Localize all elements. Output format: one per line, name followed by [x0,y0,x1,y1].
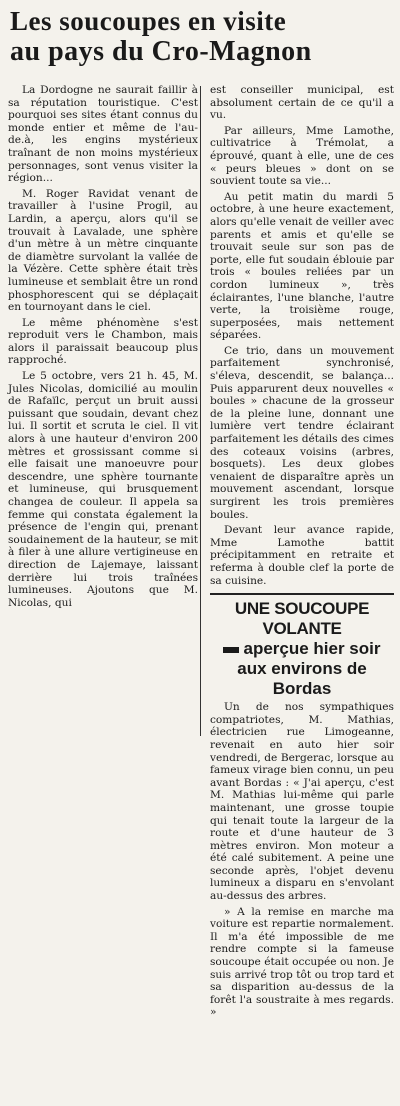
dash-rule [223,647,239,653]
paragraph: est conseiller municipal, est absolument certain de ce qu'il a vu. [210,84,394,122]
subheadline-line-2 [210,639,394,659]
paragraph: » A la remise en marche ma voiture est repartie normalement. Il m'a été impossible de me rendre compte si la fameuse soucoupe était occupée ou non. Je suis arrivé trop tôt ou trop tard et sa disparition au-dessus de la forêt l'a soustraite à mes regards. » [210,905,394,1019]
headline-line-1: Les soucoupes en visite [10,6,287,36]
article-columns [8,84,394,1106]
subheadline-line-1: UNE SOUCOUPE VOLANTE [234,599,370,639]
paragraph: Le 5 octobre, vers 21 h. 45, M. Jules Nicolas, domicilié au moulin de Rafaïlc, perçut un bruit aussi puissant que soudain, devant chez lui. Il sortit et scruta le ciel. Il vit alors à une hauteur d'environ 200 mètres et grossissant comme si elle faisait une manoeuvre pour descendre, une sphère tournante et lumineuse, qui brusquement changea de couleur. Il appela sa femme qui constata également la présence de l'engin qui, prenant soudainement de la hauteur, se mit à filer à une allure vertigineuse en direction de Lajemaye, laissant derrière lui trois traînées lumineuses. Ajoutons que M. Nicolas, qui [8,370,198,609]
subheadline-line-2-text: aperçue hier soir [243,639,381,659]
paragraph: La Dordogne ne saurait faillir à sa réputation touristique. C'est pourquoi ses sites étant connus du monde entier et même de l'au-de.à, les engins mystérieux traînant de non moins mystérieux personnages, sont venus visiter la région... [8,84,198,185]
paragraph: Devant leur avance rapide, Mme Lamothe battit précipitamment en retraite et referma à double clef la porte de sa cuisine. [210,524,394,587]
paragraph: Un de nos sympathiques compatriotes, M. Mathias, électricien rue Limogeanne, revenait en auto hier soir vendredi, de Bergerac, lorsque au fameux virage bien connu, un peu avant Bordas : « J'ai aperçu, c'est M. Mathias lui-même qui parle maintenant, une grosse toupie qui tenait toute la largeur de la route et d'une hauteur de 3 mètres environ. Mon moteur a été calé subitement. A peine une seconde après, l'objet devenu lumineux a disparu en s'envolant au-dessus des arbres. [210,701,394,903]
headline-line-2: au pays du Cro-Magnon [10,36,312,67]
paragraph: Le même phénomène s'est reproduit vers le Chambon, mais alors il paraissait beaucoup plus rapproché. [8,316,198,367]
paragraph: Au petit matin du mardi 5 octobre, à une heure exactement, alors qu'elle venait de veiller avec parents et amis et qu'elle se trouvait seule sur son pas de porte, elle fut soudain éblouie par trois « boules reliées par un cordon lumineux », très éclairantes, l'une blanche, l'autre verte, la troisième rouge, superposées, mais nettement séparées. [210,190,394,342]
subheadline-line-3: aux environs de Bordas [237,659,367,699]
left-column [8,84,198,612]
right-column [210,84,394,1022]
paragraph: Par ailleurs, Mme Lamothe, cultivatrice à Trémolat, a éprouvé, quant à elle, une de ces « peurs bleues » dont on se souvient toute sa vie... [210,124,394,188]
paragraph: Ce trio, dans un mouvement parfaitement synchronisé, s'éleva, descendit, se balança... Puis apparurent deux nouvelles « boules » chacune de la grosseur de la pleine lune, donnant une lumière vert tendre éclairant parfaitement les détails des cimes des coteaux voisins (arbres, bosquets). Les deux globes venaient de disparaître après un mouvement ascendant, lorsque surgirent les trois premières boules. [210,344,394,521]
subheadline [210,593,394,699]
paragraph: M. Roger Ravidat venant de travailler à l'usine Progil, au Lardin, a aperçu, alors qu'il se trouvait à Lavalade, une sphère d'un mètre à un mètre cinquante de diamètre survolant la vallée de la Vézère. Cette sphère était très lumineuse et semblait être un rond phosphorescent qui se déplaçait en tournoyant dans le ciel. [8,187,198,314]
